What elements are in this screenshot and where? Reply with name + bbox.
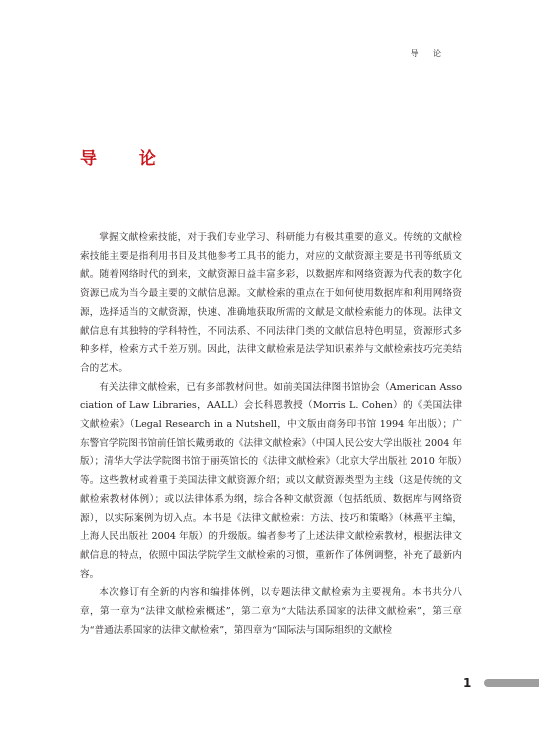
body-text: [80, 229, 462, 640]
paragraph-2: 有关法律文献检索，已有多部教材问世。如前美国法律图书馆协会（American Association of Law Libraries，AALL）会长科恩教授（Morris L. Cohen）的《美国法律文献检索》（Legal Research in a Nutshell，中文版由商务印书馆 1994 年出版）；广东警官学院图书馆前任馆长戴勇敢的《法律文献检索》（中国人民公安大学出版社 2004 年版）；清华大学法学院图书馆于丽英馆长的《法律文献检索》（北京大学出版社 2010 年版）等。这些教材或着重于美国法律文献资源介绍；或以文献资源类型为主线（这是传统的文献检索教材体例）；或以法律体系为纲，综合各种文献资源（包括纸质、数据库与网络资源），以实际案例为切入点。本书是《法律文献检索：方法、技巧和策略》（林燕平主编，上海人民出版社 2004 年版）的升级版。编者参考了上述法律文献检索教材，根据法律文献信息的特点，依照中国法学院学生文献检索的习惯，重新作了体例调整，补充了最新内容。: [80, 381, 462, 580]
running-header: 导 论: [410, 49, 447, 58]
page-edge-tab: [484, 679, 539, 687]
chapter-title: 导 论: [80, 149, 174, 169]
paragraph-1: 掌握文献检索技能，对于我们专业学习、科研能力有极其重要的意义。传统的文献检索技能主要是指利用书目及其他参考工具书的能力，对应的文献资源主要是书刊等纸质文献。随着网络时代的到来，文献资源日益丰富多彩，以数据库和网络资源为代表的数字化资源已成为当今最主要的文献信息源。文献检索的重点在于如何使用数据库和利用网络资源，选择适当的文献资源，快速、准确地获取所需的文献是文献检索能力的体现。法律文献信息有其独特的学科特性，不同法系、不同法律门类的文献信息特色明显，资源形式多种多样，检索方式千差万别。因此，法律文献检索是法学知识素养与文献检索技巧完美结合的艺术。: [80, 232, 462, 374]
page-number: 1: [463, 676, 472, 690]
paragraph-3: 本次修订有全新的内容和编排体例，以专题法律文献检索为主要视角。本书共分八章，第一章为“法律文献检索概述”，第二章为“大陆法系国家的法律文献检索”，第三章为“普通法系国家的法律文献检索”，第四章为“国际法与国际组织的文献检: [80, 587, 462, 636]
